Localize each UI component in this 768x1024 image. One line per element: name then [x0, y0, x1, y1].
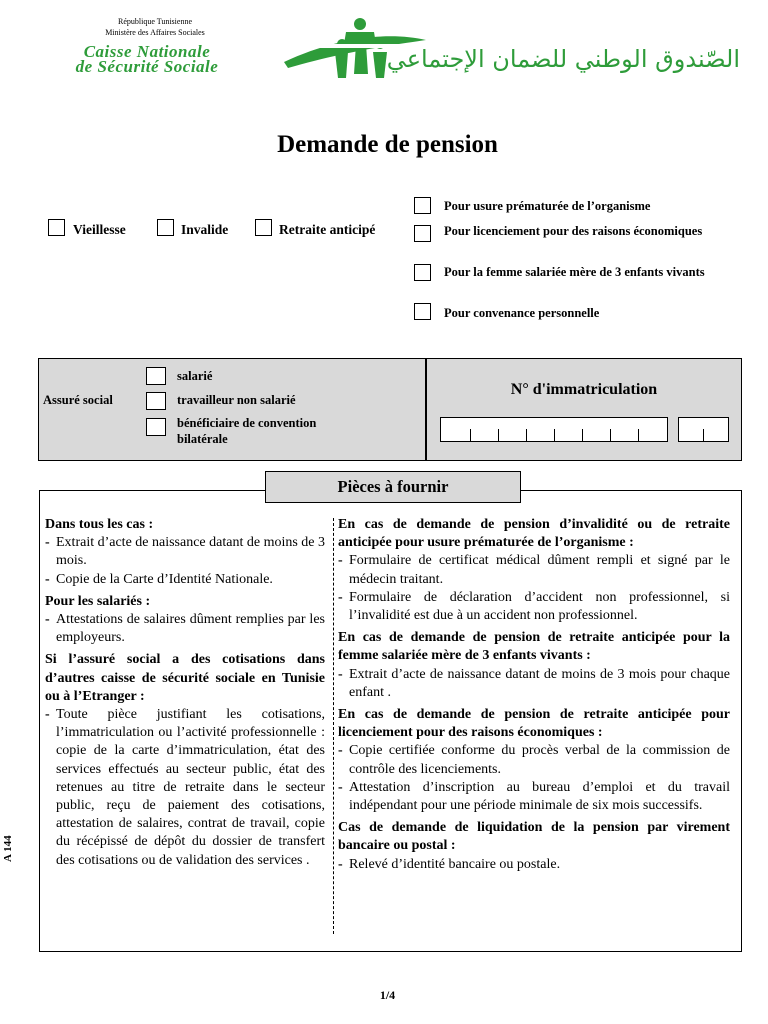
pieces-right-column — [338, 516, 730, 874]
pieces-heading: En cas de demande de pension d’invalidité ou de retraite anticipée pour usure prématurée de l’organisme : — [338, 517, 730, 551]
pieces-list-item — [45, 571, 325, 589]
bullet-marker: - — [45, 571, 50, 587]
column-divider — [333, 518, 334, 934]
checkbox-travailleur-non-salarie[interactable] — [146, 392, 166, 410]
label-travailleur-non-salarie: travailleur non salarié — [177, 393, 296, 407]
pieces-heading: Dans tous les cas : — [45, 517, 154, 532]
pieces-heading: En cas de demande de pension de retraite anticipée pour la femme salariée mère de 3 enfants vivants : — [338, 630, 730, 664]
pieces-item-text: Copie de la Carte d’Identité Nationale. — [56, 571, 273, 587]
bullet-marker: - — [45, 535, 50, 551]
checkbox-licenciement[interactable] — [414, 225, 431, 242]
page-title: Demande de pension — [277, 131, 498, 158]
bullet-marker: - — [338, 779, 343, 795]
checkbox-invalide[interactable] — [157, 219, 174, 236]
pieces-heading: Si l’assuré social a des cotisations dans d’autres caisse de sécurité sociale en Tunisie ou à l’Etranger : — [45, 652, 325, 704]
checkbox-usure-prematuree[interactable] — [414, 197, 431, 214]
pieces-item-text: Extrait d’acte de naissance datant de moins de 3 mois pour chaque enfant . — [349, 666, 730, 700]
label-femme-mere: Pour la femme salariée mère de 3 enfants vivants — [444, 265, 705, 279]
pieces-list-item — [338, 552, 730, 588]
pieces-list-item — [338, 589, 730, 625]
pieces-item-text: Toute pièce justifiant les cotisations, l’immatriculation ou l’activité professionnelle : copie de la carte d’immatriculation, état des services effectués au secteur public, état des retenues au titre de retraite dans le secteur public, reçu de paiement des cotisations, attestation de salaires, contrat de travail, copie du récépissé de dépôt du dossier de transfert des cotisations ou de validation des services . — [56, 707, 325, 868]
label-vieillesse: Vieillesse — [73, 222, 126, 237]
pieces-item-text: Attestation d’inscription au bureau d’emploi et du travail indépendant pour une période minimale de six mois successifs. — [349, 779, 730, 814]
label-retraite-anticipe: Retraite anticipé — [279, 222, 376, 237]
bullet-marker: - — [45, 612, 50, 628]
label-licenciement: Pour licenciement pour des raisons économiques — [444, 224, 703, 238]
pieces-item-text: Formulaire de certificat médical dûment rempli et signé par le médecin traitant. — [349, 553, 730, 587]
pieces-list-item — [338, 856, 730, 874]
bullet-marker: - — [338, 856, 343, 872]
insured-label: Assuré social — [43, 393, 113, 407]
insured-section — [38, 358, 742, 461]
registration-number-label: N° d'immatriculation — [510, 381, 658, 398]
checkbox-femme-mere[interactable] — [414, 264, 431, 281]
pieces-list-item — [338, 779, 730, 815]
label-invalide: Invalide — [181, 222, 229, 237]
pieces-list-item — [338, 742, 730, 778]
checkbox-salarie[interactable] — [146, 367, 166, 385]
bullet-marker: - — [338, 666, 343, 682]
checkbox-vieillesse[interactable] — [48, 219, 65, 236]
republic-label: République Tunisienne — [117, 17, 192, 26]
pieces-list-item — [45, 534, 325, 570]
cnss-logo-text-ar: الصّندوق الوطني للضمان الإجتماعي — [386, 45, 740, 73]
insured-divider — [425, 358, 427, 461]
pieces-heading: Cas de demande de liquidation de la pension par virement bancaire ou postal : — [338, 820, 730, 854]
label-convention-bilaterale: bénéficiaire de convention bilatérale — [177, 416, 317, 446]
pieces-item-text: Attestations de salaires dûment remplies par les employeurs. — [56, 612, 325, 646]
label-salarie: salarié — [177, 369, 213, 383]
pieces-heading: En cas de demande de pension de retraite anticipée pour licenciement pour des raisons économiques : — [338, 707, 730, 741]
registration-key-field[interactable] — [678, 417, 729, 442]
label-usure-prematuree: Pour usure prématurée de l’organisme — [444, 199, 651, 213]
pieces-title: Pièces à fournir — [265, 471, 521, 503]
form-code: A 144 — [2, 835, 14, 862]
pieces-heading: Pour les salariés : — [45, 593, 151, 609]
pieces-item-text: Copie certifiée conforme du procès verbal de la commission de contrôle des licenciements. — [349, 743, 730, 777]
pieces-left-column — [45, 516, 325, 870]
bullet-marker: - — [338, 589, 343, 605]
pieces-item-text: Formulaire de déclaration d’accident non professionnel, si l’invalidité est due à un accident non professionnel. — [349, 589, 730, 624]
pieces-list-item — [45, 611, 325, 647]
bullet-marker: - — [338, 553, 343, 569]
registration-number-field[interactable] — [440, 417, 668, 442]
pieces-item-text: Extrait d’acte de naissance datant de moins de 3 mois. — [56, 535, 326, 569]
ministry-label: Ministère des Affaires Sociales — [105, 28, 205, 37]
pieces-list-item — [45, 706, 325, 870]
page-number: 1/4 — [379, 988, 396, 1002]
cnss-logo-text-fr: Caisse Nationale de Sécurité Sociale — [75, 42, 219, 76]
bullet-marker: - — [338, 743, 343, 759]
pieces-list-item — [338, 666, 730, 702]
label-convenance-personnelle: Pour convenance personnelle — [444, 306, 600, 320]
checkbox-convenance-personnelle[interactable] — [414, 303, 431, 320]
bullet-marker: - — [45, 707, 50, 723]
pieces-item-text: Relevé d’identité bancaire ou postale. — [349, 856, 561, 872]
checkbox-convention-bilaterale[interactable] — [146, 418, 166, 436]
checkbox-retraite-anticipe[interactable] — [255, 219, 272, 236]
